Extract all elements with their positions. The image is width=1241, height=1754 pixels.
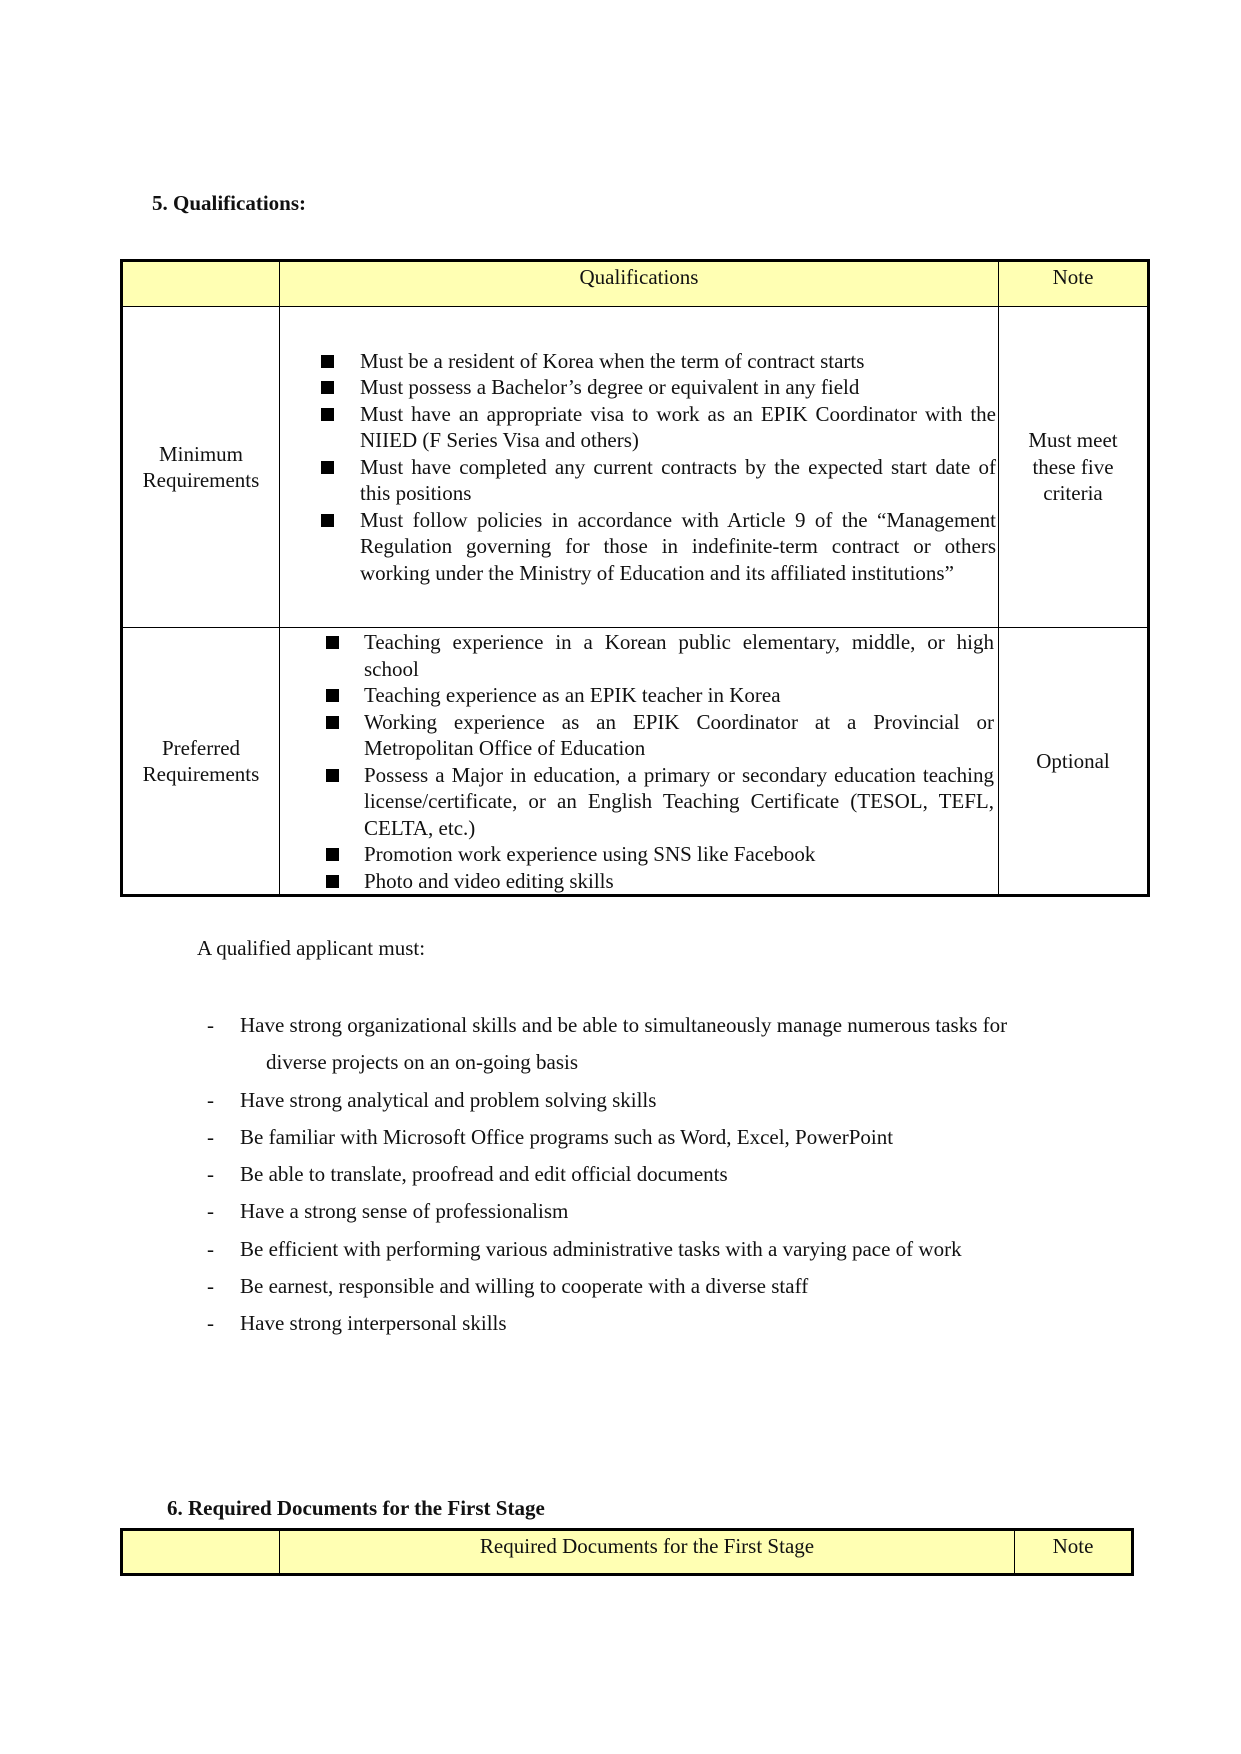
dash-bullet: -: [207, 1274, 214, 1299]
list-item: Must follow policies in accordance with Article 9 of the “Management Regulation governing for those in indefinite-term contract or others working under the Ministry of Education and its affiliated institutions”: [280, 507, 998, 587]
dash-bullet: -: [207, 1124, 214, 1149]
list-item: - Be earnest, responsible and willing to cooperate with a diverse staff: [207, 1268, 1107, 1305]
table-header-row: [122, 261, 1149, 307]
list-item: - Have strong analytical and problem solving skills: [207, 1082, 1107, 1119]
applicant-requirements-list: [207, 1007, 1107, 1343]
square-bullet-icon: [326, 636, 339, 649]
header-note: Note: [999, 261, 1149, 307]
header-blank-cell: [122, 261, 280, 307]
dash-bullet: -: [207, 1013, 214, 1037]
square-bullet-icon: [321, 461, 334, 474]
qualified-applicant-intro: A qualified applicant must:: [197, 936, 426, 960]
table-header-row: [122, 1530, 1133, 1575]
square-bullet-icon: [326, 769, 339, 782]
minimum-requirements-list: [280, 348, 998, 587]
square-bullet-icon: [326, 848, 339, 861]
square-bullet-icon: [321, 408, 334, 421]
dash-bullet: -: [207, 1236, 214, 1261]
list-item: Teaching experience in a Korean public elementary, middle, or high school: [280, 629, 998, 682]
header-qualifications: Qualifications: [280, 261, 999, 307]
dash-bullet: -: [207, 1199, 214, 1224]
minimum-requirements-note: Must meet these five criteria: [999, 307, 1149, 628]
preferred-requirements-list-cell: [280, 628, 999, 896]
dash-bullet: -: [207, 1162, 214, 1187]
square-bullet-icon: [326, 689, 339, 702]
list-item: Promotion work experience using SNS like Facebook: [280, 841, 998, 868]
dash-bullet: -: [207, 1087, 214, 1112]
square-bullet-icon: [321, 355, 334, 368]
table-row-minimum: [122, 307, 1149, 628]
preferred-requirements-label: Preferred Requirements: [122, 628, 280, 896]
list-item: - Have strong interpersonal skills: [207, 1305, 1107, 1342]
list-item: Teaching experience as an EPIK teacher in Korea: [280, 682, 998, 709]
section-6-heading: 6. Required Documents for the First Stage: [167, 1496, 545, 1520]
list-item: Must possess a Bachelor’s degree or equivalent in any field: [280, 374, 998, 401]
list-item: Working experience as an EPIK Coordinator at a Provincial or Metropolitan Office of Education: [280, 709, 998, 762]
table-row-preferred: [122, 628, 1149, 896]
list-item: - Have strong organizational skills and be able to simultaneously manage numerous tasks for diverse projects on an on-going basis: [207, 1007, 1107, 1082]
list-item: - Be able to translate, proofread and edit official documents: [207, 1156, 1107, 1193]
qualifications-table: [120, 259, 1150, 897]
preferred-requirements-note: Optional: [999, 628, 1149, 896]
square-bullet-icon: [326, 875, 339, 888]
list-item: Photo and video editing skills: [280, 868, 998, 895]
header-note: Note: [1015, 1530, 1133, 1575]
preferred-requirements-list: [280, 629, 998, 894]
header-blank-cell: [122, 1530, 280, 1575]
minimum-requirements-list-cell: [280, 307, 999, 628]
square-bullet-icon: [326, 716, 339, 729]
list-item: - Be familiar with Microsoft Office programs such as Word, Excel, PowerPoint: [207, 1119, 1107, 1156]
square-bullet-icon: [321, 514, 334, 527]
minimum-requirements-label: Minimum Requirements: [122, 307, 280, 628]
list-item: Must have an appropriate visa to work as an EPIK Coordinator with the NIIED (F Series Visa and others): [280, 401, 998, 454]
list-item: Must have completed any current contracts by the expected start date of this positions: [280, 454, 998, 507]
list-item: Must be a resident of Korea when the term of contract starts: [280, 348, 998, 375]
list-item: - Have a strong sense of professionalism: [207, 1193, 1107, 1230]
required-documents-table: [120, 1528, 1134, 1576]
list-item: Possess a Major in education, a primary or secondary education teaching license/certificate, or an English Teaching Certificate (TESOL, TEFL, CELTA, etc.): [280, 762, 998, 842]
square-bullet-icon: [321, 381, 334, 394]
header-required-documents: Required Documents for the First Stage: [280, 1530, 1015, 1575]
list-item: - Be efficient with performing various administrative tasks with a varying pace of work: [207, 1231, 1107, 1268]
section-5-heading: 5. Qualifications:: [152, 191, 307, 215]
dash-bullet: -: [207, 1311, 214, 1336]
